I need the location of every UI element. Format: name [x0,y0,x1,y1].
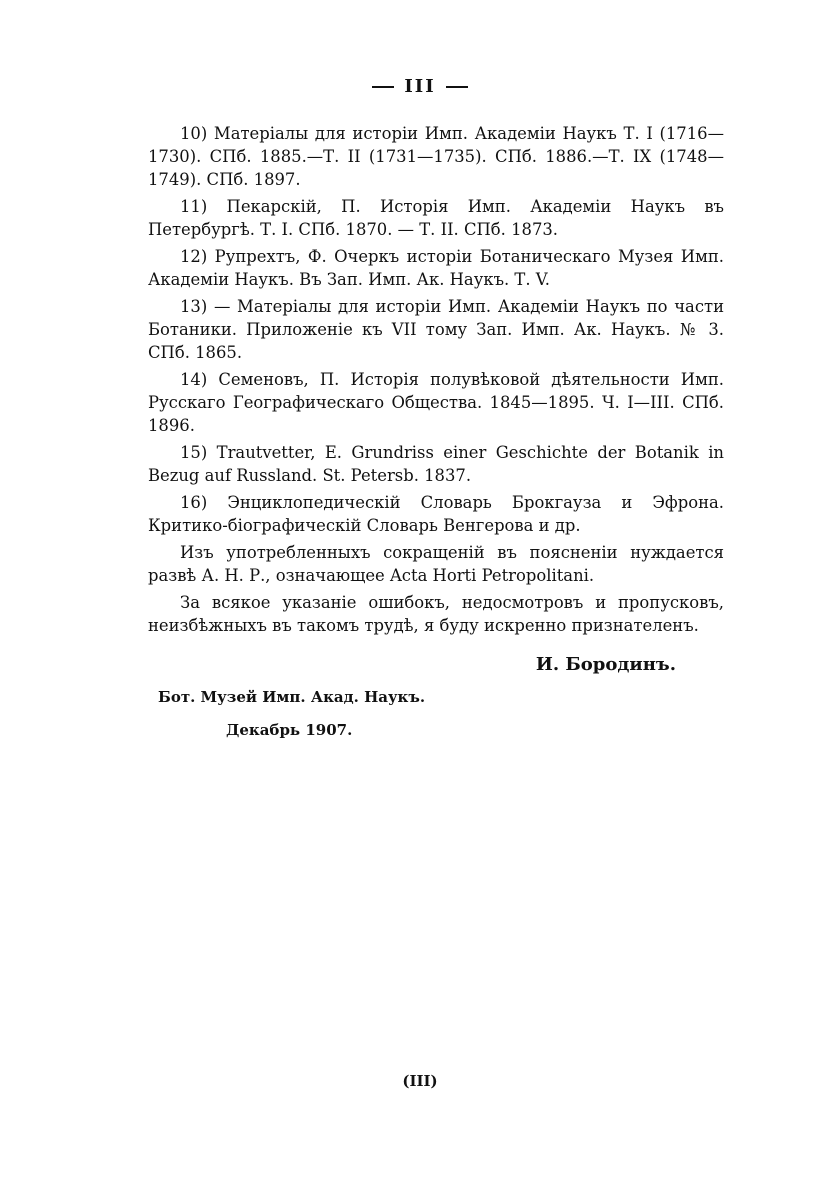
reference-14: 14) Семеновъ, П. Исторія полувѣковой дѣятельности Имп. Русскаго Географическаго Общества. 1845—1895. Ч. I—III. СПб. 1896. [148,370,724,435]
page-header [0,76,840,97]
date-line: Декабрь 1907. [226,721,353,739]
page-number: III [404,76,436,97]
reference-16: 16) Энциклопедическій Словарь Брокгауза и Эфрона. Критико-біографическій Словарь Венгерова и др. [148,493,724,535]
place-line: Бот. Музей Имп. Акад. Наукъ. [158,688,426,706]
reference-13: 13) — Матеріалы для исторіи Имп. Академіи Наукъ по части Ботаники. Приложеніе къ VII тому Зап. Имп. Ак. Наукъ. № 3. СПб. 1865. [148,297,724,362]
errata-note: За всякое указаніе ошибокъ, недосмотровъ и пропусковъ, неизбѣжныхъ въ такомъ трудѣ, я буду искренно признателенъ. [148,593,724,635]
header-dash-right [446,86,468,88]
reference-12: 12) Рупрехтъ, Ф. Очеркъ исторіи Ботаническаго Музея Имп. Академіи Наукъ. Въ Зап. Имп. Ак. Наукъ. Т. V. [148,247,724,289]
reference-11: 11) Пекарскій, П. Исторія Имп. Академіи Наукъ въ Петербургѣ. Т. I. СПб. 1870. — Т. II. СПб. 1873. [148,197,724,239]
author-signature: И. Бородинъ. [535,654,676,675]
header-dash-left [372,86,394,88]
footer-page-number: (III) [402,1072,438,1090]
abbreviation-note: Изъ употребленныхъ сокращеній въ поясненіи нуждается развѣ А. Н. Р., означающее Acta Horti Petropolitani. [148,543,724,585]
references-list [148,122,724,641]
reference-10: 10) Матеріалы для исторіи Имп. Академіи Наукъ Т. I (1716—1730). СПб. 1885.—Т. II (1731—1735). СПб. 1886.—Т. IX (1748—1749). СПб. 1897. [148,124,724,189]
reference-15: 15) Trautvetter, E. Grundriss einer Geschichte der Botanik in Bezug auf Russland. St. Petersb. 1837. [148,443,724,485]
